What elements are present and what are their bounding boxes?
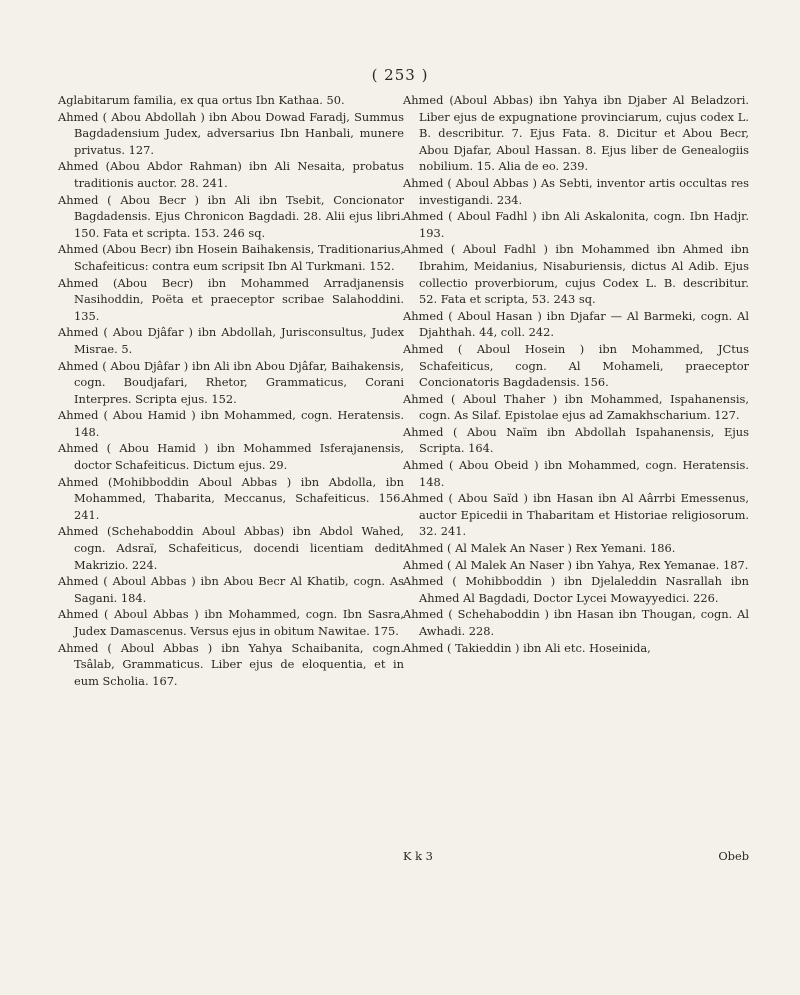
signature-mark: K k 3 bbox=[403, 849, 433, 863]
index-entry: Ahmed ( Aboul Abbas ) ibn Abou Becr Al Khatib, cogn. As Sagani. 184. bbox=[58, 574, 404, 605]
index-entry: Ahmed ( Abou Becr ) ibn Ali ibn Tsebit, Concionator Bagdadensis. Ejus Chronicon Bagdadi. 28. Alii ejus libri. 150. Fata et scripta. 153. 246 sq. bbox=[58, 192, 404, 240]
index-entry: Ahmed ( Aboul Abbas ) ibn Yahya Schaibanita, cogn. Tsâlab, Grammaticus. Liber ejus de eloquentia, et in eum Scholia. 167. bbox=[58, 640, 404, 688]
index-entry: Ahmed (Schehaboddin Aboul Abbas) ibn Abdol Wahed, cogn. Adsraï, Schafeiticus, docendi licentiam dedit Makrizio. 224. bbox=[58, 524, 404, 572]
index-entry: Ahmed ( Aboul Hasan ) ibn Djafar — Al Barmeki, cogn. Al Djahthah. 44, coll. 242. bbox=[403, 308, 749, 340]
index-entry: Ahmed ( Aboul Abbas ) ibn Mohammed, cogn. Ibn Sasra, Judex Damascenus. Versus ejus in obitum Nawitae. 175. bbox=[58, 607, 404, 638]
index-entry: Ahmed ( Abou Naïm ibn Abdollah Ispahanensis, Ejus Scripta. 164. bbox=[403, 424, 749, 456]
index-entry: Ahmed ( Al Malek An Naser ) Rex Yemani. 186. bbox=[403, 541, 676, 556]
index-entry: Ahmed ( Abou Hamid ) ibn Mohammed Isferajanensis, doctor Schafeiticus. Dictum ejus. 29. bbox=[58, 441, 404, 473]
index-entry: Ahmed ( Abou Djâfar ) ibn Ali ibn Abou Djâfar, Baihakensis, cogn. Boudjafari, Rhetor, Grammaticus, Corani Interpres. Scripta ejus. 152. bbox=[58, 358, 404, 406]
index-entry: Ahmed ( Abou Obeid ) ibn Mohammed, cogn. Heratensis. 148. bbox=[403, 458, 749, 489]
index-entry: Ahmed ( Abou Hamid ) ibn Mohammed, cogn. Heratensis. 148. bbox=[58, 408, 404, 439]
index-entry: Ahmed (Mohibboddin Aboul Abbas ) ibn Abdolla, ibn Mohammed, Thabarita, Meccanus, Schafeiticus. 156. 241. bbox=[58, 474, 404, 522]
index-entry: Ahmed (Abou Abdor Rahman) ibn Ali Nesaita, probatus traditionis auctor. 28. 241. bbox=[58, 159, 404, 190]
index-entry: Ahmed ( Aboul Fadhl ) ibn Ali Askalonita, cogn. Ibn Hadjr. 193. bbox=[403, 209, 749, 240]
index-entry: Ahmed ( Abou Abdollah ) ibn Abou Dowad Faradj, Summus Bagdadensium Judex, adversarius Ibn Hanbali, munere privatus. 127. bbox=[58, 109, 404, 157]
index-entry: Ahmed ( Aboul Abbas ) As Sebti, inventor artis occultas res investigandi. 234. bbox=[403, 175, 749, 207]
index-entry: Ahmed (Abou Becr) ibn Mohammed Arradjanensis Nasihoddin, Poëta et praeceptor scribae Salahoddini. 135. bbox=[58, 275, 404, 323]
index-entry: Ahmed ( Aboul Thaher ) ibn Mohammed, Ispahanensis, cogn. As Silaf. Epistolae ejus ad Zamakhscharium. 127. bbox=[403, 391, 749, 423]
right-column bbox=[403, 92, 749, 656]
index-entry: Ahmed ( Schehaboddin ) ibn Hasan ibn Thougan, cogn. Al Awhadi. 228. bbox=[403, 607, 749, 638]
index-entry: Ahmed (Abou Becr) ibn Hosein Baihakensis, Traditionarius, Schafeiticus: contra eum scripsit Ibn Al Turkmani. 152. bbox=[58, 242, 404, 273]
index-entry: Aglabitarum familia, ex qua ortus Ibn Kathaa. 50. bbox=[58, 93, 345, 107]
page-footer bbox=[403, 849, 749, 863]
page-number: ( 253 ) bbox=[371, 66, 429, 84]
catchword: Obeb bbox=[718, 849, 749, 863]
index-entry: Ahmed ( Abou Djâfar ) ibn Abdollah, Jurisconsultus, Judex Misrae. 5. bbox=[58, 325, 404, 356]
index-entry: Ahmed ( Aboul Hosein ) ibn Mohammed, JCtus Schafeiticus, cogn. Al Mohameli, praeceptor Concionatoris Bagdadensis. 156. bbox=[403, 341, 749, 390]
index-entry: Ahmed ( Mohibboddin ) ibn Djelaleddin Nasrallah ibn Ahmed Al Bagdadi, Doctor Lycei Mowayyedici. 226. bbox=[403, 574, 749, 605]
index-entry: Ahmed ( Takieddin ) ibn Ali etc. Hoseinida, bbox=[403, 640, 651, 655]
index-entry: Ahmed ( Al Malek An Naser ) ibn Yahya, Rex Yemanae. 187. bbox=[403, 557, 749, 572]
left-column bbox=[58, 92, 404, 689]
index-entry: Ahmed ( Aboul Fadhl ) ibn Mohammed ibn Ahmed ibn Ibrahim, Meidanius, Nisaburiensis, dictus Al Adib. Ejus collectio proverbiorum, cujus Codex L. B. describitur. 52. Fata et scripta, 53. 243 sq. bbox=[403, 242, 749, 307]
index-entry: Ahmed (Aboul Abbas) ibn Yahya ibn Djaber Al Beladzori. Liber ejus de expugnatione provinciarum, cujus codex L. B. describitur. 7. Ejus Fata. 8. Dicitur et Abou Becr, Abou Djafar, Aboul Hassan. 8. Ejus liber de Genealogiis nobilium. 15. Alia de eo. 239. bbox=[403, 93, 749, 174]
index-entry: Ahmed ( Abou Saïd ) ibn Hasan ibn Al Aârrbi Emessenus, auctor Epicedii in Thabaritam et Historiae religiosorum. 32. 241. bbox=[403, 491, 749, 539]
